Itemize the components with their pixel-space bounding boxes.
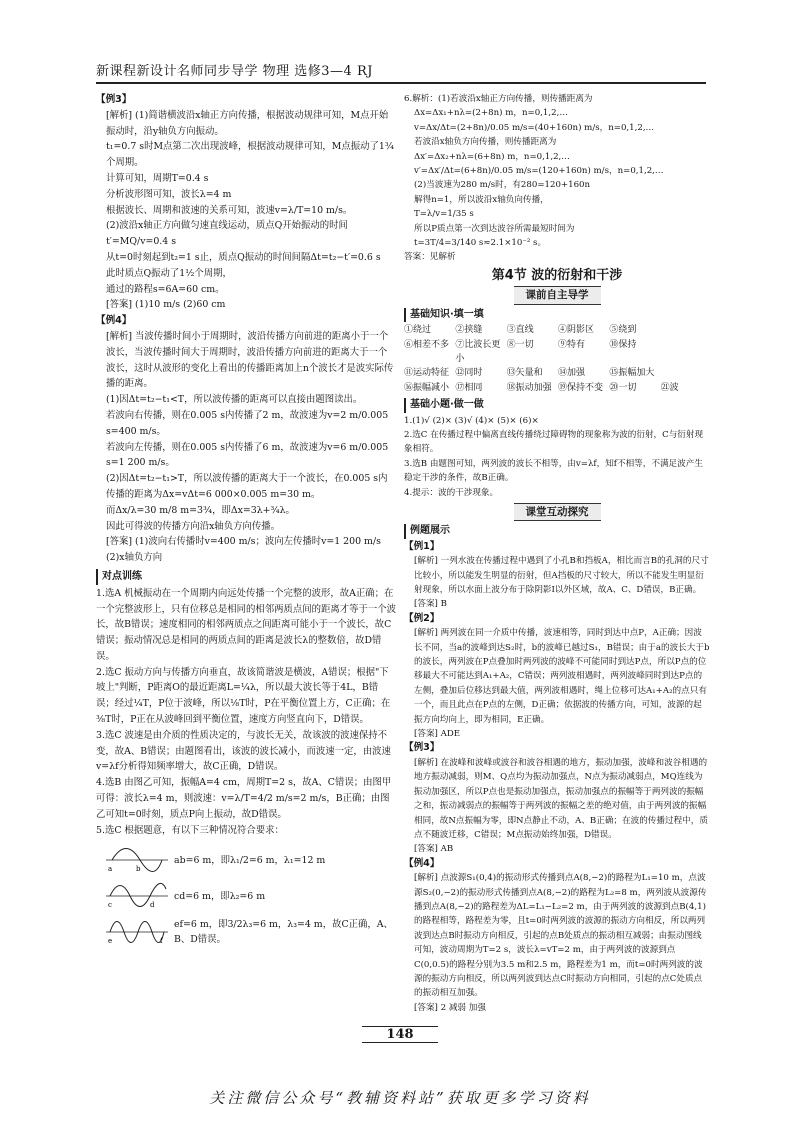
solution-line: 6.解析：(1)若波沿x轴正方向传播，则传播距离为 — [404, 94, 593, 104]
drill-item: 5.选C 根据题意，有以下三种情况符合要求： — [96, 824, 284, 836]
wave-ab-figure — [106, 843, 168, 877]
example-2-label: 【例2】 — [404, 612, 440, 624]
answer-line: 答案：见解析 — [404, 252, 456, 263]
banner-in-class-text: 课堂互动探究 — [514, 503, 601, 521]
example-4-label: 【例4】 — [404, 857, 440, 869]
solution-line: 而Δx/λ=30 m/8 m=3¾，即Δx=3λ+¾λ。 — [106, 504, 295, 516]
banner-pre-class-text: 课前自主导学 — [514, 286, 601, 304]
svg-text:e: e — [108, 937, 113, 946]
svg-text:d: d — [150, 901, 155, 910]
solution-line: 因此可得波的传播方向沿x轴负方向传播。 — [106, 520, 281, 532]
solution-line: 若波向右传播，则在0.005 s内传播了2 m，故波速为v=2 m/0.005 s=400 m/s。 — [106, 409, 389, 437]
example-2-answer: [答案] ADE — [414, 729, 460, 740]
fill-cell: ⑩保持 — [609, 339, 637, 350]
fill-cell: ①绕过 — [404, 325, 432, 336]
answer-line: [答案] (1)10 m/s (2)60 cm — [106, 299, 226, 311]
example-3-solution: [解析] 在波峰和波峰或波谷和波谷相遇的地方，振动加强，波峰和波谷相遇的地方振动减弱，则M、Q点均为振动加强点，N点为振动减弱点，MQ连线为振动加强区，所以P点也是振动加强点，振动加强点的振幅等于两列波的振幅之和，振动减弱点的振幅等于两列波的振幅之差的绝对值，由于两列波的振幅相同，故N点振幅为零，即N点静止不动，A、B正确；在波的传播过程中，质点不随波迁移，C错误；M点振动始终加强，D错误。 — [414, 757, 708, 840]
fill-cell: ③直线 — [506, 325, 534, 336]
answer-line: [答案] (1)波向右传播时v=400 m/s；波向左传播时v=1 200 m/s (2)x轴负方向 — [106, 536, 381, 564]
solution-line: T=λ/v=1/35 s — [414, 209, 474, 220]
example-3-label: 【例3】 — [96, 94, 132, 105]
basic-knowledge-title: 基础知识·填一填 — [404, 308, 710, 322]
svg-text:c: c — [108, 901, 112, 910]
fill-cell: ⑦比波长更小 — [455, 339, 501, 364]
fill-cell: ⑯振幅减小 — [404, 382, 450, 393]
solution-line: 若波向左传播，则在0.005 s内传播了6 m，故波速为v=6 m/0.005 s=1 200 m/s。 — [106, 441, 389, 469]
solution-line: 通过的路程s=6A=60 cm。 — [106, 283, 225, 295]
solution-line: 根据波长、周期和波速的关系可知，波速v=λ/T=10 m/s。 — [106, 204, 353, 216]
banner-pre-class — [404, 286, 710, 304]
solution-line: 所以P质点第一次到达波谷所需最短时间为 — [414, 223, 575, 234]
practice-item: 2.选C 在传播过程中偏离直线传播绕过障碍物的现象称为波的衍射，C与衍射现象相符。 — [404, 429, 704, 455]
example-4-solution: [解析] 点波源S₁(0,4)的振动形式传播到点A(8,−2)的路程为L₁=10 m，点波源S₂(0,−2)的振动形式传播到点A(8,−2)的路程为L₂=8 m，两列波从波源传播到点A(8,−2)的路程差为ΔL=L₁−L₂=2 m，由于两列波的波源到点B(4,1)的路程相等，路程差为零，且t=0时两列波的波源的振动方向相反，所以两列波到达点B时振动方向相反，引起的点B处质点的振动相互减弱；由振动图线可知，波动周期为T=2 s，波长λ=vT=2 m，由于两列波的波源到点C(0,0.5)的路程分别为3.5 m和2.5 m，路程差为1 m，而t=0时两列波的波源的振动方向相反，所以两列波到达点C时振动方向相同，引起的点C处质点的振动相互加强。 — [414, 873, 707, 999]
solution-line: (2)当波速为280 m/s时，有280=120+160n — [414, 180, 591, 191]
svg-text:f: f — [160, 937, 163, 946]
header-title: 新课程新设计名师同步导学 物理 选修3—4 RJ — [96, 64, 373, 79]
solution-line: (2)波沿x轴正方向做匀速直线运动，质点Q开始振动的时间t′=MQ/v=0.4 s — [106, 220, 348, 248]
wave-case-3 — [106, 914, 396, 950]
example-1-label: 【例1】 — [404, 540, 440, 552]
svg-text:a: a — [108, 865, 113, 874]
exercise-6-solution — [404, 92, 710, 265]
fill-cell: ⑭加强 — [557, 368, 585, 379]
section-title: 第4节 波的衍射和干涉 — [491, 267, 623, 283]
banner-in-class — [404, 503, 710, 521]
example-2-solution: [解析] 两列波在同一介质中传播，波速相等，同时到达中点P，A正确；因波长不同，当a的波峰到达S₂时，b的波峰已越过S₁，B错误；由于a的波长大于b的波长，两列波在P点叠加时两列波的波峰不可能同时到达P点，所以P点的位移最大不可能达到A₁+A₂，C错误；两列波相遇时，两列波峰同时到达P点的左侧，叠加后位移达到最大值，两列波相遇时，绳上位移可达A₁+A₂的点只有一个，而且此点在P点的左侧，D正确；依据波的传播方向，可知，波源的起振方向均向上，即为相同，E正确。 — [414, 628, 710, 725]
practice-item: 1.(1)√ (2)× (3)√ (4)× (5)× (6)× — [404, 415, 539, 426]
practice-item: 4.提示：波的干涉现象。 — [404, 487, 499, 498]
fill-cell: ㉑波 — [660, 382, 679, 393]
practice-item: 3.选B 由题图可知，两列波的波长不相等，由v=λf，知f不相等，不满足波产生稳定干涉的条件，故B正确。 — [404, 458, 703, 484]
solution-line: t=3T/4=3/140 s≈2.1×10⁻² s。 — [414, 238, 547, 249]
fill-cell — [661, 366, 710, 380]
example-4-answer: [答案] 2 减弱 加强 — [414, 1002, 486, 1013]
solution-line: [解析] (1)简谐横波沿x轴正方向传播，根据波动规律可知，M点开始振动时，沿y轴负方向振动。 — [106, 109, 389, 137]
fill-cell: ⑳一切 — [609, 382, 637, 393]
solution-line: (1)因Δt=t₂−t₁<T，所以波传播的距离可以直接由题图读出。 — [106, 394, 363, 406]
drill-item: 4.选B 由图乙可知，振幅A=4 cm，周期T=2 s，故A、C错误；由图甲可得：波长λ=4 m，则波速：v=λ/T=4/2 m/s=2 m/s，B正确；由图乙可知t=0时刻，质点P向上振动，故D错误。 — [96, 777, 392, 820]
fill-blank-answers — [404, 323, 710, 395]
solution-line: Δx′=Δx₂+nλ=(6+8n) m，n=0,1,2,… — [414, 151, 570, 162]
wave-cd-figure — [106, 879, 168, 913]
fill-cell: ⑫同时 — [455, 368, 483, 379]
fill-cell: ⑬矢量和 — [506, 368, 543, 379]
example-3-label: 【例3】 — [404, 742, 440, 754]
solution-line: 计算可知，周期T=0.4 s — [106, 172, 209, 184]
wave-case-1-text: ab=6 m，即λ₁/2=6 m，λ₁=12 m — [174, 854, 326, 866]
practice-title: 基础小题·做一做 — [404, 398, 710, 412]
fill-cell: ⑰相同 — [455, 382, 483, 393]
footer-note: 关注微信公众号“教辅资料站”获取更多学习资料 — [209, 1089, 591, 1107]
wave-case-1 — [106, 842, 396, 878]
wave-ef-figure — [106, 915, 168, 949]
drill-item: 3.选C 波速是由介质的性质决定的，与波长无关，故该波的波速保持不变，故A、B错误；由题图看出，该波的波长减小，而波速一定，由波速v=λf分析得知频率增大，故C正确，D错误。 — [96, 729, 391, 773]
wave-case-3-text: ef=6 m，即3/2λ₃=6 m，λ₃=4 m，故C正确，A、B、D错误。 — [174, 918, 393, 946]
solution-line: v=Δx/Δt=(2+8n)/0.05 m/s=(40+160n) m/s，n=0,1,2,… — [414, 122, 655, 133]
solution-line: 若波沿x轴负方向传播，则传播距离为 — [414, 137, 557, 148]
fill-cell: ⑪运动特征 — [404, 368, 450, 379]
solution-line: 此时质点Q振动了1½个周期， — [106, 267, 232, 279]
solution-line: t₁=0.7 s时M点第二次出现波峰，根据波动规律可知，M点振动了1¾个周期。 — [106, 141, 394, 169]
fill-cell: ⑧一切 — [506, 339, 534, 350]
example-4-solution — [96, 329, 396, 566]
page-header — [96, 60, 706, 84]
drill-item: 1.选A 机械振动在一个周期内向远处传播一个完整的波形，故A正确；在一个完整波形上，只有位移总是相同的相邻两质点间的距离才等于一个波长，故B错误；速度相同的相邻两质点之间距离可能小于一个波长，故C错误；振动情况总是相同的两质点间的距离是波长λ的整数倍，故D错误。 — [96, 587, 397, 662]
drill-title: 对点训练 — [96, 569, 396, 585]
wave-diagrams — [106, 842, 396, 950]
solution-line: 分析波形图可知，波长λ=4 m — [106, 188, 232, 200]
example-3-answer: [答案] AB — [414, 844, 454, 855]
solution-line: 解得n=1，所以波沿x轴负向传播， — [414, 194, 549, 205]
example-4-label: 【例4】 — [96, 315, 132, 327]
fill-cell: ⑲保持不变 — [557, 382, 603, 393]
fill-cell: ②挟缝 — [455, 325, 483, 336]
solution-line: (2)因Δt=t₂−t₁>T，所以波传播的距离大于一个波长，在0.005 s内传播的距离为Δx=vΔt=6 000×0.005 m=30 m。 — [106, 473, 388, 500]
wave-case-2 — [106, 878, 396, 914]
examples-title: 例题展示 — [404, 524, 710, 538]
fill-cell: ④阴影区 — [557, 325, 594, 336]
fill-cell: ⑱振动加强 — [506, 382, 552, 393]
right-column — [404, 92, 710, 1015]
solution-line: Δx=Δx₁+nλ=(2+8n) m，n=0,1,2,… — [414, 108, 568, 119]
fill-cell: ⑨特有 — [557, 339, 585, 350]
fill-cell — [661, 323, 710, 337]
wave-case-2-text: cd=6 m，即λ₂=6 m — [174, 890, 266, 902]
page-number — [0, 1027, 800, 1042]
fill-cell: ⑤绕到 — [609, 325, 637, 336]
solution-line: [解析] 当波传播时间小于周期时，波沿传播方向前进的距离小于一个波长，当波传播时间大于周期时，波沿传播方向前进的距离大于一个波长，这时从波形的变化上看出的传播距离加上n个波长才是波实际传播的距离。 — [106, 330, 394, 390]
fill-cell: ⑮振幅加大 — [609, 368, 655, 379]
example-1-solution: [解析] 一列水波在传播过程中遇到了小孔B和挡板A，相比而言B的孔洞的尺寸比较小，所以能发生明显的衍射，但A挡板的尺寸较大，所以不能发生明显衍射现象，所以水面上波分布于除阴影Ⅰ以外区域，故A、C、D错误，B正确。 — [414, 556, 709, 595]
solution-line: v′=Δx′/Δt=(6+8n)/0.05 m/s=(120+160n) m/s，n=0,1,2,… — [414, 166, 664, 177]
svg-text:b: b — [136, 865, 141, 874]
fill-cell — [661, 338, 710, 367]
solution-line: 从t=0时刻起到t₂=1 s止，质点Q振动的时间间隔Δt=t₂−t′=0.6 s — [106, 251, 381, 263]
page-number-text: 148 — [362, 1026, 437, 1043]
left-column — [96, 92, 396, 952]
example-1-answer: [答案] B — [414, 599, 447, 610]
drill-item: 2.选C 振动方向与传播方向垂直，故该简谐波是横波，A错误；根据"下坡上"判断，P距离O的最近距离L=¼λ，所以最大波长等于4L，B错误；经过¼T，P位于波峰，所以⅛T时，P在平衡位置上方，C正确；在⅜T时，P正在从波峰回到平衡位置，速度方向竖直向下，D错误。 — [96, 666, 391, 726]
fill-cell: ⑥相差不多 — [404, 339, 450, 350]
example-3-solution — [96, 108, 396, 313]
